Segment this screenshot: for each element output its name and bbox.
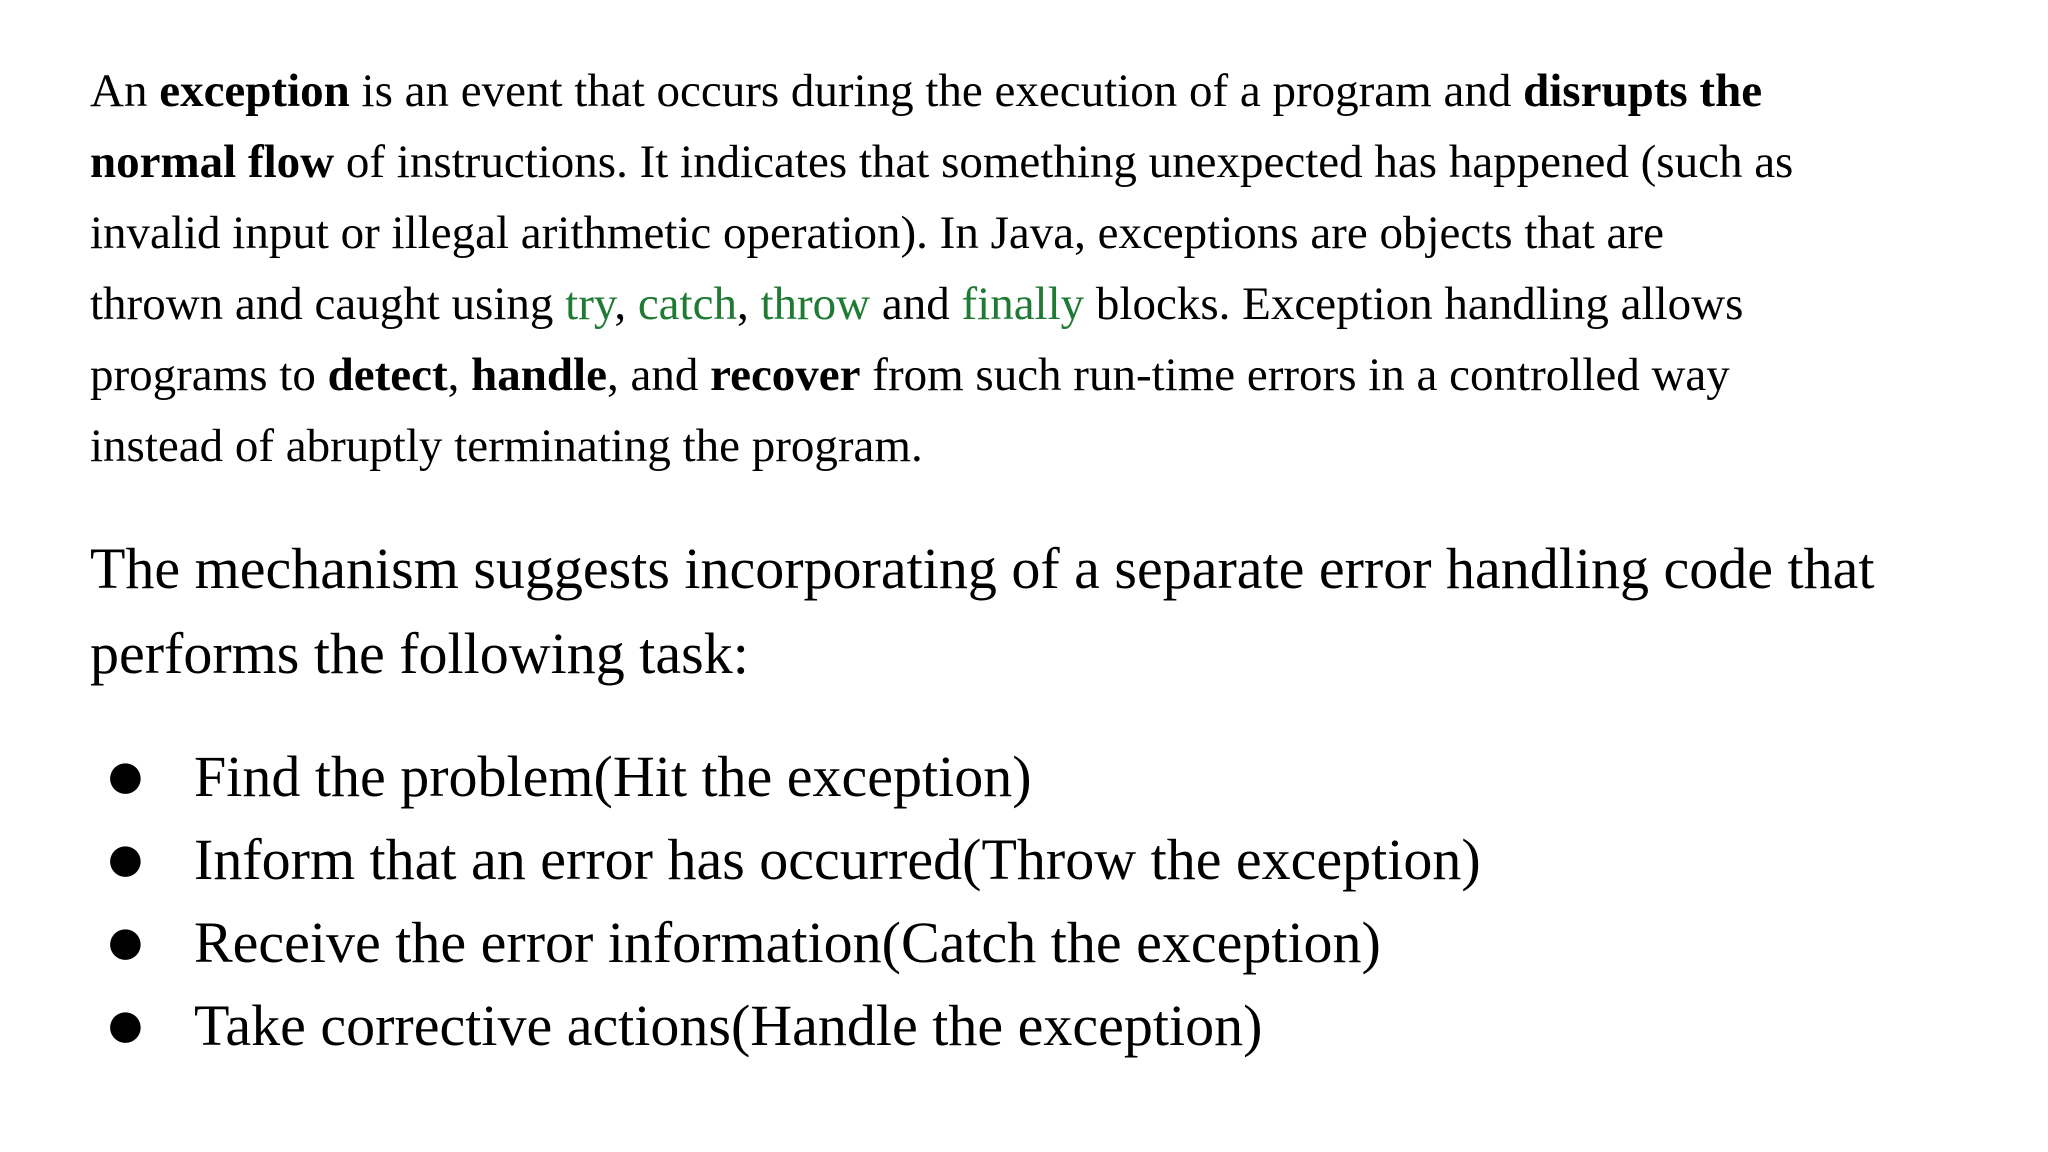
recover-emphasis: recover	[710, 349, 861, 401]
intro-text: An	[90, 65, 160, 117]
handle-emphasis: handle	[471, 349, 607, 401]
task-text: Receive the error information(Catch the exception)	[194, 910, 1381, 975]
document-page	[90, 56, 1990, 1067]
keyword-throw: throw	[760, 278, 871, 330]
task-list	[90, 735, 1990, 1067]
bullet-icon: ●	[108, 753, 143, 799]
intro-text: thrown and caught using	[90, 278, 566, 330]
intro-text: blocks. Exception handling allows	[1084, 278, 1744, 330]
intro-paragraph	[90, 56, 1990, 482]
keyword-finally: finally	[961, 278, 1085, 330]
separator: and	[870, 278, 962, 330]
disrupts-emphasis: disrupts the	[1523, 65, 1763, 117]
keyword-try: try	[565, 278, 615, 330]
intro-line-2	[90, 127, 1990, 198]
mechanism-line-2: performs the following task:	[90, 621, 749, 686]
intro-line-4	[90, 269, 1990, 340]
intro-line-1	[90, 56, 1990, 127]
detect-emphasis: detect	[327, 349, 448, 401]
intro-line-6: instead of abruptly terminating the program.	[90, 420, 923, 472]
intro-text: of instructions. It indicates that something unexpected has happened (such as	[334, 136, 1794, 188]
task-text: Inform that an error has occurred(Throw the exception)	[194, 827, 1481, 892]
mechanism-line-1: The mechanism suggests incorporating of a separate error handling code that	[90, 536, 1875, 601]
intro-text: from such run-time errors in a controlled way	[860, 349, 1730, 401]
intro-line-5	[90, 340, 1990, 411]
separator: , and	[606, 349, 711, 401]
task-text: Find the problem(Hit the exception)	[194, 744, 1032, 809]
intro-text: programs to	[90, 349, 328, 401]
list-item	[90, 818, 1990, 901]
bullet-icon: ●	[108, 836, 143, 882]
intro-line-3: invalid input or illegal arithmetic operation). In Java, exceptions are objects that are	[90, 207, 1664, 259]
bullet-icon: ●	[108, 919, 143, 965]
list-item	[90, 901, 1990, 984]
intro-text: is an event that occurs during the execution of a program and	[349, 65, 1524, 117]
keyword-catch: catch	[637, 278, 737, 330]
separator: ,	[447, 349, 472, 401]
normal-flow-emphasis: normal flow	[90, 136, 335, 188]
list-item	[90, 735, 1990, 818]
mechanism-paragraph	[90, 526, 1990, 696]
separator: ,	[614, 278, 638, 330]
bullet-icon: ●	[108, 1002, 143, 1048]
list-item	[90, 984, 1990, 1067]
separator: ,	[736, 278, 761, 330]
task-text: Take corrective actions(Handle the exception)	[194, 993, 1263, 1058]
exception-term: exception	[159, 65, 350, 117]
